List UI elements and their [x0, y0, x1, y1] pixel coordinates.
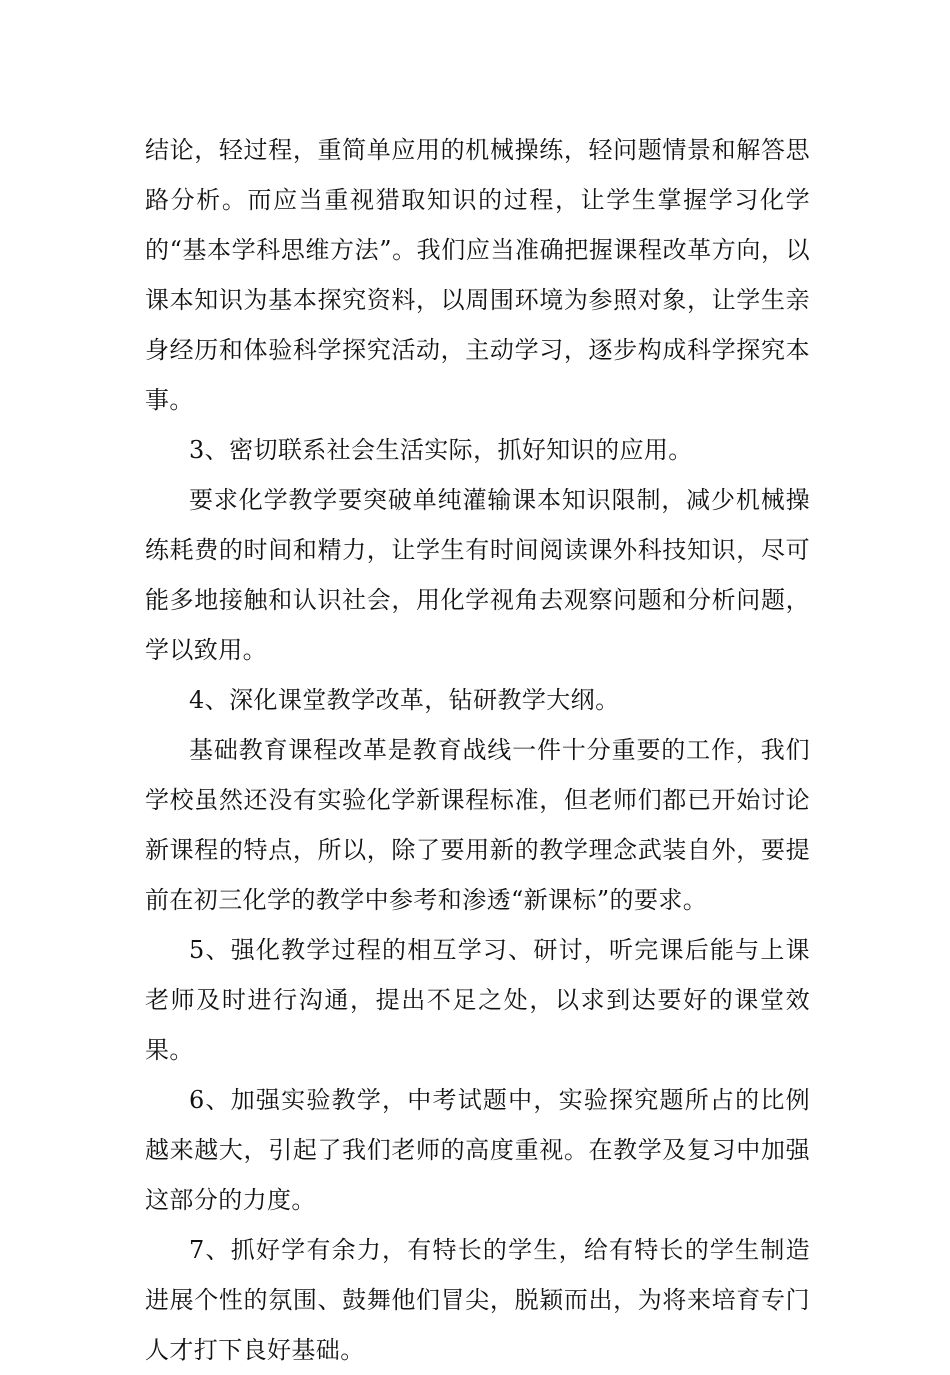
document-body [145, 125, 810, 1375]
paragraph-body-4: 基础教育课程改革是教育战线一件十分重要的工作，我们学校虽然还没有实验化学新课程标准，但老师们都已开始讨论新课程的特点，所以，除了要用新的教学理念武装自外，要提前在初三化学的教学中参考和渗透“新课标”的要求。 [145, 736, 810, 914]
paragraph-item-5: 5、强化教学过程的相互学习、研讨，听完课后能与上课老师及时进行沟通，提出不足之处，以求到达要好的课堂效果。 [145, 936, 810, 1064]
paragraph-body-3: 要求化学教学要突破单纯灌输课本知识限制，减少机械操练耗费的时间和精力，让学生有时间阅读课外科技知识，尽可能多地接触和认识社会，用化学视角去观察问题和分析问题，学以致用。 [145, 486, 810, 664]
paragraph-heading-3: 3、密切联系社会生活实际，抓好知识的应用。 [189, 436, 693, 464]
paragraph-item-6: 6、加强实验教学，中考试题中，实验探究题所占的比例越来越大，引起了我们老师的高度重视。在教学及复习中加强这部分的力度。 [145, 1086, 810, 1214]
paragraph-continuation: 结论，轻过程，重简单应用的机械操练，轻问题情景和解答思路分析。而应当重视猎取知识的过程，让学生掌握学习化学的“基本学科思维方法”。我们应当准确把握课程改革方向，以课本知识为基本探究资料，以周围环境为参照对象，让学生亲身经历和体验科学探究活动，主动学习，逐步构成科学探究本事。 [145, 136, 810, 414]
paragraph-heading-4: 4、深化课堂教学改革，钻研教学大纲。 [189, 686, 620, 714]
paragraph-item-7: 7、抓好学有余力，有特长的学生，给有特长的学生制造进展个性的氛围、鼓舞他们冒尖，脱颖而出，为将来培育专门人才打下良好基础。 [145, 1236, 810, 1364]
